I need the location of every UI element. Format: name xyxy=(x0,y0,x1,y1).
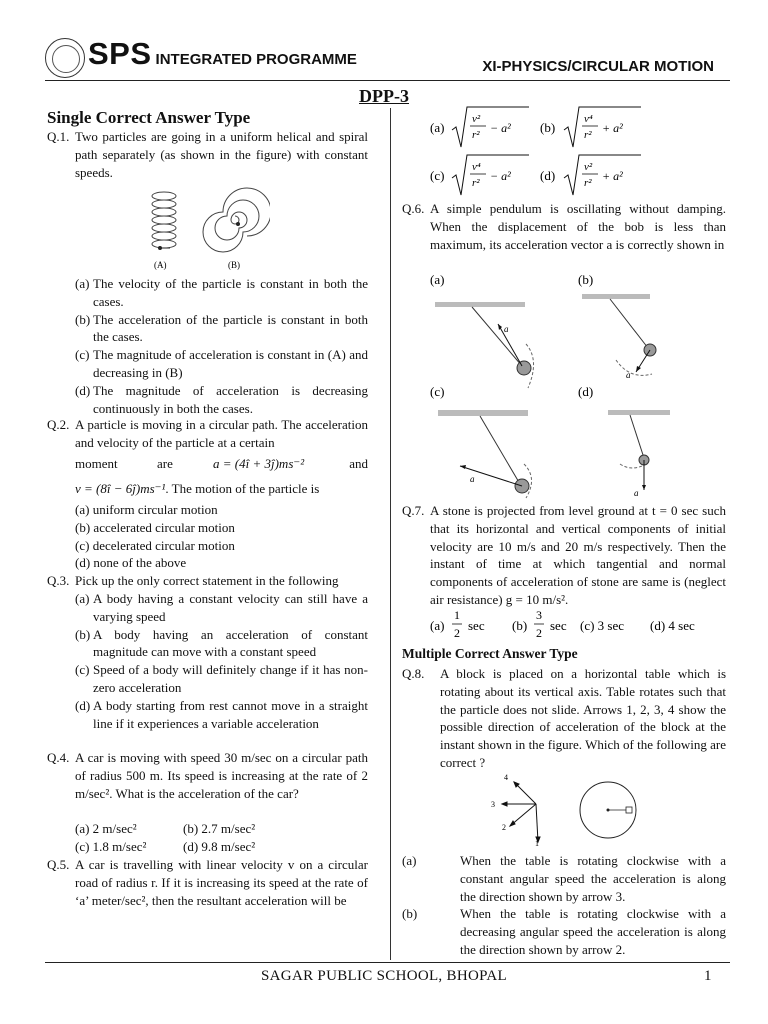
q3-option-a[interactable]: (a) A body having a constant velocity can still have a varying speed xyxy=(75,591,368,624)
question-3 xyxy=(47,572,368,590)
q1-option-d[interactable]: (d) The magnitude of acceleration is decreasing continuously in both the cases. xyxy=(75,382,368,416)
svg-text:r²: r² xyxy=(472,177,480,189)
q5-option-d[interactable] xyxy=(540,155,641,195)
q4-options-row1 xyxy=(75,820,368,838)
q6d-ceiling xyxy=(608,410,670,415)
svg-text:(a): (a) xyxy=(430,120,445,135)
q7-option-b[interactable] xyxy=(512,608,567,640)
svg-text:a: a xyxy=(470,474,475,484)
q2-number: Q.2. xyxy=(47,417,70,432)
q5-option-c[interactable] xyxy=(430,155,529,195)
q1-option-b[interactable]: (b) The acceleration of the particle is constant in both the cases. xyxy=(75,311,368,345)
q6-label-d[interactable]: (d) xyxy=(578,384,594,399)
q8-figure xyxy=(480,768,680,848)
q6b-string xyxy=(610,299,648,348)
page-number: 1 xyxy=(704,968,712,984)
q2-velocity-line xyxy=(75,480,368,498)
q3-options xyxy=(75,590,368,732)
q6-label-b[interactable]: (b) xyxy=(578,272,594,287)
svg-text:(a): (a) xyxy=(430,618,445,633)
q6a-bob xyxy=(517,361,531,375)
q2-vel-expr: v = (8î − 6ĵ)ms⁻¹ xyxy=(75,481,166,496)
svg-text:(d): (d) xyxy=(540,168,556,183)
footer-school: SAGAR PUBLIC SCHOOL, BHOPAL xyxy=(261,968,507,984)
q5-text: A car is travelling with linear velocity v on a circular road of radius r. If it is increasing its speed at the rate of ‘a’ meter/sec², then the resultant acceleration will be xyxy=(75,857,368,908)
q6c-ceiling xyxy=(438,410,528,416)
q7-option-d[interactable]: (d) 4 sec xyxy=(650,618,695,633)
svg-text:a: a xyxy=(634,488,639,498)
q6c-string xyxy=(480,416,520,484)
q1-options xyxy=(75,275,368,417)
svg-text:a: a xyxy=(504,324,509,334)
q5-option-b[interactable] xyxy=(540,107,641,147)
q8-option-b[interactable]: (b) When the table is rotating clockwise with a decreasing angular speed the acceleration is along the direction shown by arrow 2. xyxy=(402,906,726,957)
q3-option-d[interactable]: (d) A body starting from rest cannot move in a straight line if it experiences a variable acceleration xyxy=(75,697,368,731)
q2-text: A particle is moving in a circular path. The acceleration and velocity of the particle at a certain xyxy=(75,417,368,450)
svg-text:+ a²: + a² xyxy=(602,121,623,135)
q8-options xyxy=(402,852,726,959)
subject-title: XI-PHYSICS/CIRCULAR MOTION xyxy=(482,58,714,75)
header-rule xyxy=(45,80,730,81)
q1-option-c[interactable]: (c) The magnitude of acceleration is constant in (A) and decreasing in (B) xyxy=(75,347,368,380)
fig-label-b: (B) xyxy=(228,260,240,270)
q4-options-row2 xyxy=(75,838,368,856)
svg-text:3: 3 xyxy=(536,608,542,622)
svg-text:r²: r² xyxy=(584,177,592,189)
arrow-label-2: 2 xyxy=(502,823,506,832)
q1-number: Q.1. xyxy=(47,129,70,144)
question-1 xyxy=(47,128,368,181)
question-7 xyxy=(402,502,726,609)
q7-text: A stone is projected from level ground at t = 0 sec such that its horizontal and vertical components of initial velocity are 10 m/s and 20 m/s respectively. Then the instant of time at which tangential and normal components of acceleration of stone are same is (neglect air resistance) g = 10 m/s². xyxy=(430,503,726,607)
q7-options xyxy=(428,606,728,642)
svg-text:− a²: − a² xyxy=(490,169,511,183)
question-8 xyxy=(402,665,726,772)
question-6 xyxy=(402,200,726,253)
q1-figure xyxy=(140,186,270,272)
q5-options xyxy=(400,104,730,200)
q7-number: Q.7. xyxy=(402,503,425,518)
svg-text:v²: v² xyxy=(584,161,593,173)
q6-number: Q.6. xyxy=(402,201,425,216)
q2-equation-line xyxy=(75,455,368,473)
q3-text: Pick up the only correct statement in the following xyxy=(75,573,339,588)
q4-text: A car is moving with speed 30 m/sec on a circular path of radius 500 m. Its speed is increasing at the rate of 2 m/sec². What is the acceleration of the car? xyxy=(75,750,368,801)
svg-text:a: a xyxy=(626,370,631,380)
q8-option-a[interactable]: (a) When the table is rotating clockwise with a constant angular speed the acceleration is along the direction shown by arrow 3. xyxy=(402,853,726,904)
arrow-label-1: 1 xyxy=(535,839,539,848)
q7-option-c[interactable]: (c) 3 sec xyxy=(580,618,625,633)
dpp-title: DPP-3 xyxy=(359,86,409,106)
q4-option-d[interactable]: (d) 9.8 m/sec² xyxy=(183,839,256,854)
q4-option-b[interactable]: (b) 2.7 m/sec² xyxy=(183,821,256,836)
q2-option-b[interactable]: (b) accelerated circular motion xyxy=(75,519,235,535)
q5-option-a[interactable] xyxy=(430,107,529,147)
footer-rule xyxy=(45,962,730,963)
section-title-multiple: Multiple Correct Answer Type xyxy=(402,646,578,661)
q1-text: Two particles are going in a uniform helical and spiral path separately (as shown in the figure) with constant speeds. xyxy=(75,129,368,180)
q3-number: Q.3. xyxy=(47,573,70,588)
question-5 xyxy=(47,856,368,909)
q6-label-a[interactable]: (a) xyxy=(430,272,445,287)
q6-figures xyxy=(400,268,730,500)
q3-option-c[interactable]: (c) Speed of a body will definitely change if it has non-zero acceleration xyxy=(75,662,368,695)
q2-are: are xyxy=(157,456,173,471)
fig-label-a: (A) xyxy=(154,260,167,270)
svg-text:2: 2 xyxy=(454,626,460,640)
q6-label-c[interactable]: (c) xyxy=(430,384,445,399)
svg-text:+ a²: + a² xyxy=(602,169,623,183)
svg-text:v⁴: v⁴ xyxy=(584,113,593,125)
q2-moment: moment xyxy=(75,456,118,471)
q4-option-c[interactable]: (c) 1.8 m/sec² xyxy=(75,839,147,854)
q6-text: A simple pendulum is oscillating without damping. When the displacement of the bob is less than maximum, its acceleration vector a is correctly shown in xyxy=(430,201,726,252)
svg-text:r²: r² xyxy=(472,129,480,141)
q6a-ceiling xyxy=(435,302,525,307)
svg-text:v²: v² xyxy=(472,113,481,125)
svg-text:− a²: − a² xyxy=(490,121,511,135)
q8-arrows xyxy=(502,782,540,842)
q6b-ceiling xyxy=(582,294,650,299)
q2-option-a[interactable]: (a) uniform circular motion xyxy=(75,502,218,517)
q2-tail: . The motion of the particle is xyxy=(165,481,320,496)
q2-option-c[interactable]: (c) decelerated circular motion xyxy=(75,537,235,553)
brand xyxy=(88,36,357,72)
question-2 xyxy=(47,416,368,452)
svg-text:2: 2 xyxy=(536,626,542,640)
q6d-string xyxy=(630,415,644,458)
spiral-figure xyxy=(203,188,270,252)
q6a-string xyxy=(472,307,522,366)
arrow-label-4: 4 xyxy=(504,773,508,782)
svg-text:1: 1 xyxy=(454,608,460,622)
q3-option-b[interactable]: (b) A body having an acceleration of constant magnitude can move with a constant speed xyxy=(75,626,368,660)
q2-accel-expr: a = (4î + 3ĵ)ms⁻² xyxy=(213,456,305,471)
q1-option-a[interactable]: (a) The velocity of the particle is constant in both the cases. xyxy=(75,276,368,309)
q8-number: Q.8. xyxy=(402,666,425,681)
q5-number: Q.5. xyxy=(47,857,70,872)
brand-name: SPS xyxy=(88,36,152,71)
svg-text:sec: sec xyxy=(550,618,567,633)
arrow-label-3: 3 xyxy=(491,800,495,809)
block xyxy=(626,807,632,813)
question-4 xyxy=(47,749,368,802)
svg-text:r²: r² xyxy=(584,129,592,141)
programme-name: INTEGRATED PROGRAMME xyxy=(155,51,357,68)
q2-options xyxy=(75,501,368,572)
q4-number: Q.4. xyxy=(47,750,70,765)
svg-text:(c): (c) xyxy=(430,168,445,183)
q2-option-d[interactable]: (d) none of the above xyxy=(75,555,187,571)
q7-option-a[interactable] xyxy=(430,608,485,640)
svg-text:(b): (b) xyxy=(512,618,528,633)
q4-option-a[interactable]: (a) 2 m/sec² xyxy=(75,821,137,836)
q8-text: A block is placed on a horizontal table which is rotating about its vertical axis. Table rotates such that the particle does not slide. Arrows 1, 2, 3, 4 show the possible direction of acceleration of the block at the instant shown in the figure. Which of the following are correct ? xyxy=(440,666,726,770)
svg-text:v⁴: v⁴ xyxy=(472,161,481,173)
q6a-accel-arrow xyxy=(498,324,522,366)
svg-text:sec: sec xyxy=(468,618,485,633)
q2-and: and xyxy=(349,456,368,471)
column-divider xyxy=(390,108,391,960)
helix-figure xyxy=(152,192,176,248)
svg-text:(b): (b) xyxy=(540,120,556,135)
section-title-single: Single Correct Answer Type xyxy=(47,108,251,127)
school-logo xyxy=(45,38,85,78)
spiral-particle xyxy=(236,222,240,226)
